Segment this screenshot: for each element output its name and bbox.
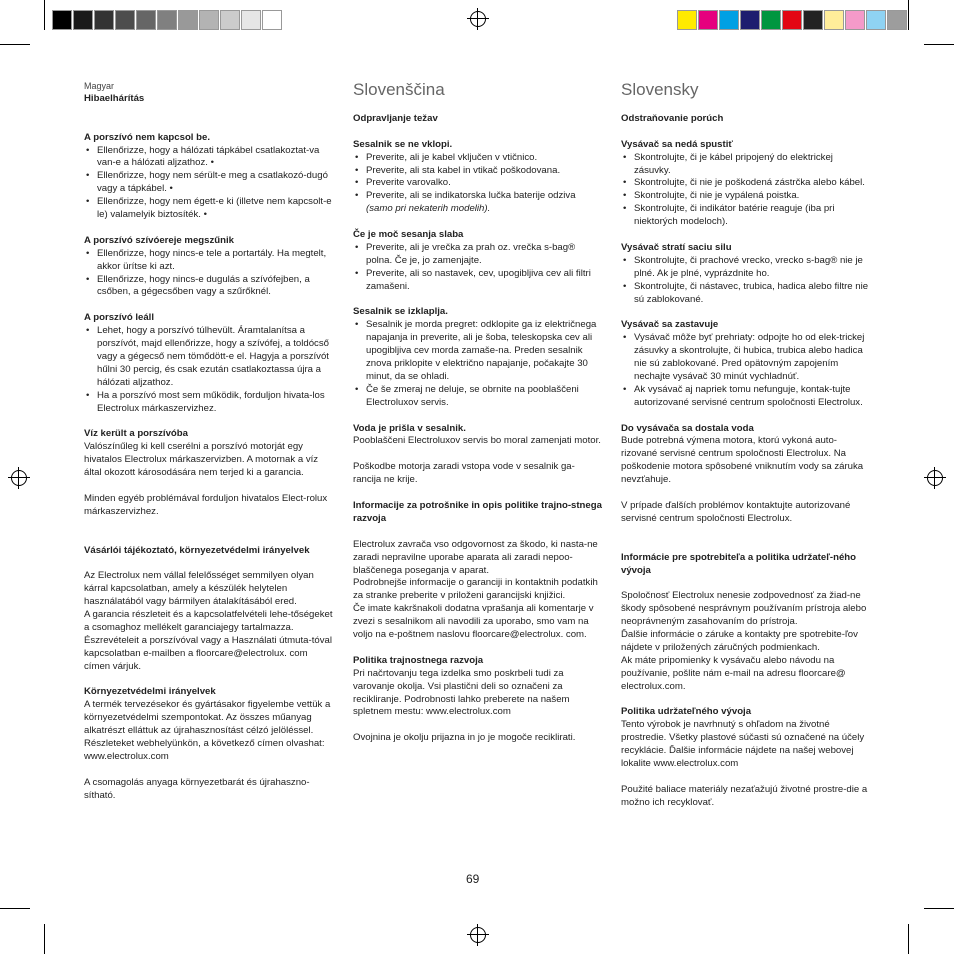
list-item: • Ak vysávač aj napriek tomu nefunguje, kontak-tujte autorizované servisné centrum spoločnosti Electrolux. — [621, 384, 871, 410]
color-swatch — [887, 10, 907, 30]
paragraph: Ďalšie informácie o záruke a kontakty pre spotrebite-ľov nájdete v priložených záručných podmienkach. — [621, 629, 858, 653]
section-title: Odstraňovanie porúch — [621, 112, 724, 124]
subheading: A porszívó nem kapcsol be. — [84, 131, 210, 143]
registration-mark-icon — [470, 927, 486, 943]
bullet-list — [621, 332, 871, 409]
list-item: • Preverite, ali so nastavek, cev, upogibljiva cev ali filtri zamašeni. — [353, 268, 603, 294]
subheading: Sesalnik se ne vklopi. — [353, 138, 453, 150]
bullet-list — [84, 325, 334, 415]
subheading: Informacije za potrošnike in opis politike trajno-stnega razvoja — [353, 499, 602, 524]
subheading: Voda je prišla v sesalnik. — [353, 422, 466, 434]
color-swatch — [845, 10, 865, 30]
section-title: Odpravljanje težav — [353, 112, 438, 124]
color-swatch — [157, 10, 177, 30]
list-item: • Ellenőrizze, hogy nincs-e dugulás a szívófejben, a csőben, a gégecsőben vagy a szűrőknél. — [84, 274, 334, 300]
color-swatch — [698, 10, 718, 30]
color-swatch — [115, 10, 135, 30]
color-swatch — [136, 10, 156, 30]
bullet-list — [84, 248, 334, 300]
registration-mark-icon — [927, 470, 943, 486]
registration-mark-icon — [11, 470, 27, 486]
language-heading: Slovensky — [621, 80, 699, 99]
crop-mark — [44, 0, 45, 30]
color-swatch — [220, 10, 240, 30]
list-item: • Skontrolujte, či nie je vypálená poistka. — [621, 190, 871, 203]
color-swatch — [803, 10, 823, 30]
color-swatch — [740, 10, 760, 30]
list-item: • Ellenőrizze, hogy a hálózati tápkábel csatlakoztat-va van-e a hálózati aljzathoz. • — [84, 145, 334, 171]
subheading: A porszívó szívóereje megszűnik — [84, 234, 234, 246]
paragraph: Poškodbe motorja zaradi vstopa vode v sesalnik ga-rancija ne krije. — [353, 461, 575, 486]
list-item: • Ellenőrizze, hogy nincs-e tele a portartály. Ha megtelt, akkor ürítse ki azt. — [84, 248, 334, 274]
paragraph: Tento výrobok je navrhnutý s ohľadom na životné prostredie. Všetky plastové súčasti sú označené na účely recyklácie. Ďalšie informácie nájdete na našej webovej lokalite www.electrolux.com — [621, 719, 865, 770]
paragraph: Minden egyéb problémával forduljon hivatalos Elect-rolux márkaszervizhez. — [84, 492, 328, 517]
list-item: • Sesalnik je morda pregret: odklopite ga iz električnega napajanja in preverite, ali je šoba, teleskopska cev ali upogibljiva cev morda zamaše-na. Preden sesalnik znova priklopite v električno napajanje, počakajte 30 minut, da se ohladi. — [353, 319, 603, 384]
crop-mark — [44, 924, 45, 954]
list-item: • Ellenőrizze, hogy nem égett-e ki (illetve nem kapcsolt-e le) valamelyik biztosíték. • — [84, 196, 334, 222]
list-item: • Preverite, ali sta kabel in vtikač poškodovana. — [353, 165, 603, 178]
paragraph: A termék tervezésekor és gyártásakor figyelembe vettük a környezetvédelmi szempontokat. Az összes műanyag alkatrészt elláttuk az újrahasznosítást célzó jelöléssel. Részleteket webhelyünkön, a következő címen olvashat: www.electrolux.com — [84, 699, 331, 762]
registration-mark-icon — [470, 11, 486, 27]
crop-mark — [924, 44, 954, 45]
subheading: Vásárlói tájékoztató, környezetvédelmi irányelvek — [84, 544, 310, 556]
list-item: • Skontrolujte, či nie je poškodená zástrčka alebo kábel. — [621, 177, 871, 190]
list-item-text: Preverite, ali se indikatorska lučka baterije odziva — [366, 190, 576, 202]
paragraph: Bude potrebná výmena motora, ktorú vykoná auto-rizované servisné centrum spoločnosti Electrolux. Na poškodenie motora spôsobené vniknutím vody sa záruka nevzťahuje. — [621, 435, 864, 486]
paragraph: Valószínűleg ki kell cserélni a porszívó motorját egy hivatalos Electrolux márkaszervizben. A motornak a víz által okozott károsodására nem terjed ki a garancia. — [84, 441, 319, 479]
list-item: • Skontrolujte, či indikátor batérie reaguje (iba pri niektorých modeloch). — [621, 203, 871, 229]
list-item — [353, 190, 603, 216]
slovenian-column — [353, 80, 603, 745]
paragraph: A csomagolás anyaga környezetbarát és újrahaszno-sítható. — [84, 776, 310, 801]
subheading: Politika trajnostnega razvoja — [353, 654, 484, 666]
paragraph: Az Electrolux nem vállal felelősséget semmilyen olyan kárral kapcsolatban, amely a készülék helytelen használatából vagy bármilyen átalakításából ered. — [84, 570, 314, 608]
section-title: Hibaelhárítás — [84, 92, 145, 104]
subheading: Víz került a porszívóba — [84, 428, 188, 440]
list-item: • Preverite, ali je vrečka za prah oz. vrečka s-bag® polna. Če je, jo zamenjajte. — [353, 242, 603, 268]
bullet-list — [621, 152, 871, 229]
color-swatch — [824, 10, 844, 30]
subheading: A porszívó leáll — [84, 312, 155, 324]
model-note: (samo pri nekaterih modelih). — [366, 203, 491, 215]
paragraph: Ovojnina je okolju prijazna in jo je mogoče reciklirati. — [353, 732, 576, 744]
list-item: • Ha a porszívó most sem működik, forduljon hivata-los Electrolux márkaszervizhez. — [84, 390, 334, 416]
subheading: Vysávač stratí saciu silu — [621, 241, 732, 253]
color-swatch — [94, 10, 114, 30]
color-swatch — [241, 10, 261, 30]
color-swatch — [761, 10, 781, 30]
color-swatch — [782, 10, 802, 30]
color-swatch — [866, 10, 886, 30]
color-swatch — [719, 10, 739, 30]
grayscale-color-bar — [52, 10, 283, 30]
paragraph: Ak máte pripomienky k vysávaču alebo návodu na používanie, pošlite nám e-mail na adresu floorcare@ electrolux.com. — [621, 654, 846, 692]
bullet-list — [353, 242, 603, 294]
list-item: • Vysávač môže byť prehriaty: odpojte ho od elek-trickej zásuvky a skontrolujte, či hubica, trubica alebo hadica nie sú zablokované. Pred opätovným zapojením nechajte vysávač 30 minút vychladnúť. — [621, 332, 871, 384]
process-color-bar — [677, 10, 908, 30]
language-heading: Slovenščina — [353, 80, 445, 99]
list-item: • Skontrolujte, či nástavec, trubica, hadica alebo filtre nie sú zablokované. — [621, 281, 871, 307]
list-item: • Ellenőrizze, hogy nem sérült-e meg a csatlakozó-dugó vagy a tápkábel. • — [84, 170, 334, 196]
list-item: • Preverite, ali je kabel vključen v vtičnico. — [353, 152, 603, 165]
hungarian-column — [84, 80, 334, 803]
list-item: • Če še zmeraj ne deluje, se obrnite na pooblaščeni Electroluxov servis. — [353, 384, 603, 410]
paragraph: Észrevételeit a porszívóval vagy a Használati útmuta-tóval kapcsolatban e-mailben a floorcare@electrolux. com címen várjuk. — [84, 634, 332, 672]
page-number: 69 — [466, 872, 480, 886]
paragraph: A garancia részleteit és a kapcsolatfelvételi lehe-tőségeket a csomaghoz mellékelt garanciajegy tartalmazza. — [84, 609, 333, 633]
color-swatch — [199, 10, 219, 30]
subheading: Politika udržateľného vývoja — [621, 706, 752, 718]
color-swatch — [52, 10, 72, 30]
bullet-list — [353, 319, 603, 409]
subheading: Informácie pre spotrebiteľa a politika udržateľ-ného vývoja — [621, 551, 857, 576]
paragraph: Pri načrtovanju tega izdelka smo poskrbeli tudi za varovanje okolja. Vsi plastični deli so označeni za recikliranje. Podrobnosti lahko preberete na našem spletnem mestu: www.electrolux.com — [353, 667, 570, 718]
paragraph: Použité baliace materiály nezaťažujú životné prostre-die a možno ich recyklovať. — [621, 783, 868, 808]
slovak-column — [621, 80, 871, 810]
subheading: Če je moč sesanja slaba — [353, 229, 464, 241]
color-swatch — [73, 10, 93, 30]
language-label: Magyar — [84, 81, 115, 91]
bullet-list — [621, 255, 871, 307]
crop-mark — [908, 924, 909, 954]
list-item: • Skontrolujte, či prachové vrecko, vrecko s-bag® nie je plné. Ak je plné, vyprázdnite ho. — [621, 255, 871, 281]
paragraph: Electrolux zavrača vso odgovornost za škodo, ki nasta-ne zaradi nepravilne uporabe aparata ali zaradi nepoo-blaščenega poseganja v aparat. — [353, 538, 598, 576]
crop-mark — [908, 0, 909, 30]
list-item: • Preverite varovalko. — [353, 177, 603, 190]
crop-mark — [0, 44, 30, 45]
paragraph: Če imate kakršnakoli dodatna vprašanja ali komentarje v zvezi s sesalnikom ali navodili za uporabo, smo vam na voljo na e-poštnem naslovu floorcare@electrolux. com. — [353, 603, 594, 641]
crop-mark — [0, 908, 30, 909]
crop-mark — [924, 908, 954, 909]
color-swatch — [262, 10, 282, 30]
list-item: • Lehet, hogy a porszívó túlhevült. Áramtalanítsa a porszívót, majd ellenőrizze, hogy a szívófej, a toldócső vagy a gégecső nem tömődött-e el. Hagyja a porszívót hűlni 30 percig, és csak ezután csatlakoztassa újra a hálózati aljzathoz. — [84, 325, 334, 390]
list-item: • Skontrolujte, či je kábel pripojený do elektrickej zásuvky. — [621, 152, 871, 178]
paragraph: V prípade ďalších problémov kontaktujte autorizované servisné centrum spoločnosti Electrolux. — [621, 500, 851, 524]
color-swatch — [677, 10, 697, 30]
subheading: Do vysávača sa dostala voda — [621, 422, 754, 434]
paragraph: Pooblaščeni Electroluxov servis bo moral zamenjati motor. — [353, 435, 601, 447]
paragraph: Spoločnosť Electrolux nenesie zodpovednosť za žiad-ne škody spôsobené nesprávnym používaním prístroja alebo neoprávneným zasahovaním do prístroja. — [621, 590, 867, 628]
subheading: Környezetvédelmi irányelvek — [84, 686, 216, 698]
subheading: Vysávač sa zastavuje — [621, 319, 719, 331]
color-swatch — [178, 10, 198, 30]
subheading: Sesalnik se izklaplja. — [353, 306, 448, 318]
bullet-list — [84, 145, 334, 222]
subheading: Vysávač sa nedá spustiť — [621, 138, 733, 150]
paragraph: Podrobnejše informacije o garanciji in kontaktnih podatkih za stranke preberite v priloženi garancijski knjižici. — [353, 577, 598, 602]
bullet-list — [353, 152, 603, 217]
